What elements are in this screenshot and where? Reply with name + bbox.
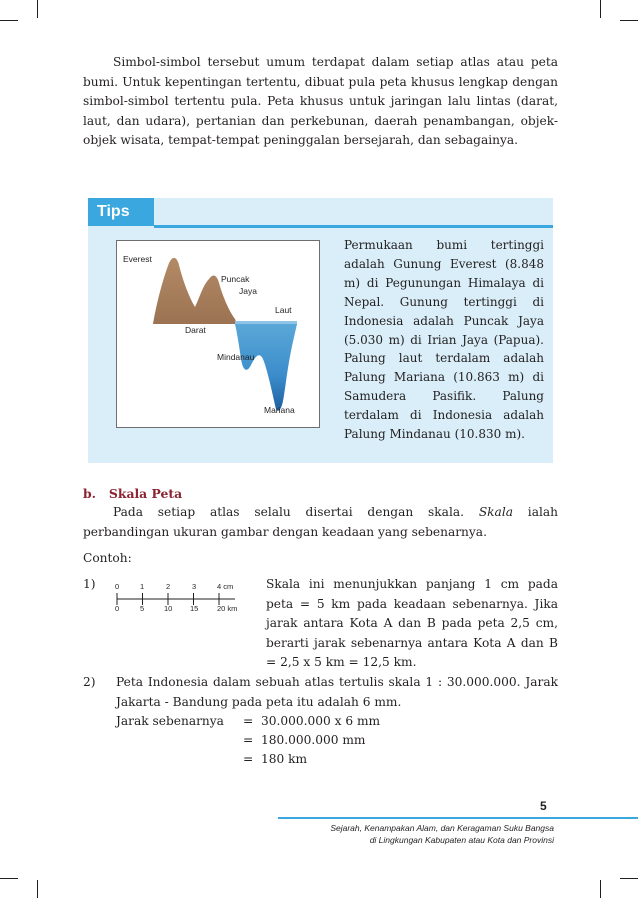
crop-mark-tl-v [37,0,38,18]
scale-top-2: 2 [166,582,171,591]
section-paragraph-start: Pada setiap atlas selalu disertai dengan skala. [113,505,479,519]
scale-bottom-2: 10 [164,604,173,613]
calc-line-2: = 180.000.000 mm [243,733,366,747]
scale-top-4: 4 cm [217,582,234,591]
tips-rule [154,225,553,228]
label-puncak: Puncak [221,274,250,284]
section-paragraph [83,503,558,542]
section-paragraph-end: ialah perbandingan ukuran gambar dengan keadaan yang sebenarnya. [83,505,558,539]
land-mass [153,258,237,324]
label-jaya: Jaya [239,286,257,296]
scale-top-3: 3 [192,582,197,591]
label-darat: Darat [185,325,206,335]
crop-mark-bl-v [37,880,38,898]
tips-text: Permukaan bumi tertinggi adalah Gunung Everest (8.848 m) di Pegunungan Himalaya di Nepal. Gunung tertinggi di Indonesia adalah Puncak Jaya (5.030 m) di Irian Jaya (Papua). Palung laut terdalam adalah Palung Mariana (10.863 m) di Samudera Pasifik. Palung terdalam di Indonesia adalah Palung Mindanau (10.830 m). [344,238,544,442]
scale-top-1: 1 [140,582,145,591]
footer-rule [278,817,638,819]
crop-mark-tr-h [620,20,638,21]
scale-top-0: 0 [115,582,120,591]
scale-bottom-1: 5 [140,604,145,613]
crop-mark-tl-h [0,20,18,21]
scale-bottom-0: 0 [115,604,120,613]
label-laut: Laut [275,305,292,315]
crop-mark-tr-v [600,0,601,18]
label-mariana: Mariana [264,405,295,415]
example-2-text: Peta Indonesia dalam sebuah atlas tertulis skala 1 : 30.000.000. Jarak Jakarta - Bandung pada peta itu adalah 6 mm. [116,675,558,709]
sea-trench [235,324,297,411]
intro-paragraph: Simbol-simbol tersebut umum terdapat dalam setiap atlas atau peta bumi. Untuk kepentingan tertentu, dibuat pula peta khusus lengkap dengan simbol-simbol tertentu pula. Peta khusus untuk jaringan lalu lintas (darat, laut, dan udara), pertanian dan perkebunan, daerah penambangan, objek-objek wisata, tempat-tempat peninggalan bersejarah, dan sebagainya. [83,55,558,147]
elevation-diagram [116,240,320,428]
scale-bottom-3: 15 [190,604,199,613]
calc-line-3: = 180 km [243,752,308,766]
label-everest: Everest [123,254,152,264]
example-1-text: Skala ini menunjukkan panjang 1 cm pada peta = 5 km pada keadaan sebenarnya. Jika jarak antara Kota A dan B pada peta 2,5 cm, berarti jarak sebenarnya antara Kota A dan B = 2,5 x 5 km = 12,5 km. [266,577,558,669]
section-heading: b. Skala Peta [83,486,183,501]
tips-title: Tips [88,198,154,226]
elevation-diagram-svg [117,241,319,427]
footer-line-1: Sejarah, Kenampakan Alam, dan Keragaman Suku Bangsa [330,823,554,833]
footer-line-2: di Lingkungan Kabupaten atau Kota dan Provinsi [369,834,554,845]
crop-mark-br-h [620,878,638,879]
contoh-label: Contoh: [83,551,132,565]
scale-bar [113,582,248,614]
page-number: 5 [540,799,547,813]
calc-line-1: = 30.000.000 x 6 mm [243,714,381,728]
calc-label: Jarak sebenarnya [116,714,224,728]
skala-term: Skala [478,505,513,519]
footer-text [330,823,554,846]
scale-bottom-4: 20 km [217,604,238,613]
label-mindanau: Mindanau [217,352,255,362]
example-2-number: 2) [83,675,96,689]
crop-mark-bl-h [0,878,18,879]
example-1-number: 1) [83,577,96,591]
crop-mark-br-v [600,880,601,898]
